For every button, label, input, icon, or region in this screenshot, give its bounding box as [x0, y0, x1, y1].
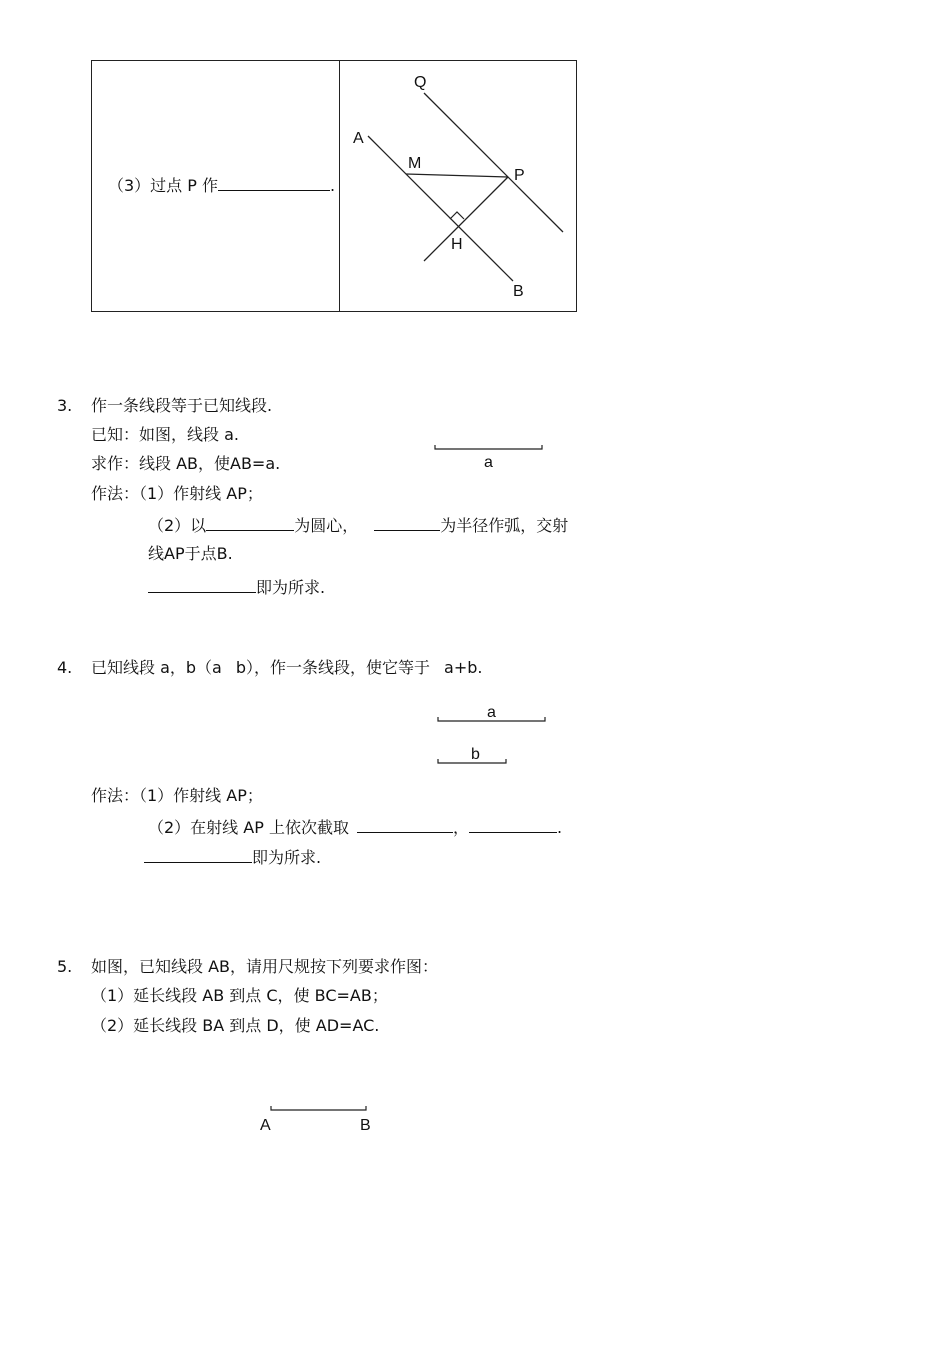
- q4-result: [144, 846, 321, 868]
- q3-method: 作法：（1）作射线 AP；: [91, 484, 263, 503]
- q4-comma: ，: [452, 818, 469, 837]
- right-angle-mark: [450, 212, 464, 219]
- q3-radius-blank[interactable]: [374, 514, 440, 531]
- q4-number: 4.: [57, 658, 73, 677]
- q3-step2-prefix: （2）以: [148, 516, 207, 535]
- q5-step1: （1）延长线段 AB 到点 C，使 BC=AB；: [91, 986, 388, 1005]
- label-p: P: [514, 167, 525, 184]
- line-qp: [424, 93, 563, 232]
- q4-step2-text: （2）在射线 AP 上依次截取: [148, 818, 349, 837]
- q3-step2-radius: 为半径作弧，交射: [440, 516, 569, 535]
- q3-seek: 求作：线段 AB，使AB=a.: [91, 454, 281, 473]
- q4-blank-2[interactable]: [469, 816, 557, 833]
- q4-segment-a-label: a: [487, 704, 496, 721]
- label-m: M: [408, 155, 422, 172]
- q4-title-part1: 已知线段 a，b（a: [91, 658, 222, 677]
- q5-step2: （2）延长线段 BA 到点 D，使 AD=AC.: [91, 1016, 380, 1035]
- q2-step3-period: .: [330, 176, 336, 195]
- q5-label-a: A: [260, 1117, 271, 1134]
- q4-title-part3: a+b.: [444, 658, 483, 677]
- q4-method: 作法：（1）作射线 AP；: [91, 786, 263, 805]
- label-a: A: [353, 130, 364, 147]
- label-b: B: [513, 283, 524, 300]
- q4-title-part2: b），作一条线段，使它等于: [235, 658, 431, 677]
- q5-label-b: B: [360, 1117, 371, 1134]
- q4-result-blank[interactable]: [144, 846, 252, 863]
- q3-segment-a: [435, 445, 542, 449]
- q3-center-blank[interactable]: [206, 514, 294, 531]
- q2-step3-label: （3）过点 P 作: [108, 176, 219, 195]
- q4-result-text: 即为所求.: [252, 848, 322, 867]
- q5-segment-ab: [271, 1106, 366, 1110]
- q5-number: 5.: [57, 957, 73, 976]
- q4-period: .: [556, 818, 563, 837]
- q3-segment-a-label: a: [484, 454, 493, 471]
- q3-number: 3.: [57, 396, 73, 415]
- label-q: Q: [414, 74, 427, 91]
- line-mp: [406, 174, 508, 177]
- q3-result-blank[interactable]: [148, 576, 256, 593]
- q5-title: 如图，已知线段 AB，请用尺规按下列要求作图：: [91, 957, 439, 976]
- label-h: H: [451, 236, 463, 253]
- q4-step2: [148, 816, 562, 838]
- q3-step2-cont: 线AP于点B.: [148, 544, 233, 563]
- q3-result-text: 即为所求.: [256, 578, 326, 597]
- q3-known: 已知：如图，线段 a.: [91, 425, 239, 444]
- q4-blank-1[interactable]: [357, 816, 453, 833]
- q3-step2-center: 为圆心，: [294, 516, 359, 535]
- line-ab: [368, 136, 513, 281]
- q4-title: [91, 658, 482, 678]
- line-perp: [424, 177, 508, 261]
- q4-segment-b-label: b: [471, 746, 480, 763]
- q3-step2: [148, 514, 568, 536]
- q3-title: 作一条线段等于已知线段.: [91, 396, 273, 415]
- q3-result: [148, 576, 325, 598]
